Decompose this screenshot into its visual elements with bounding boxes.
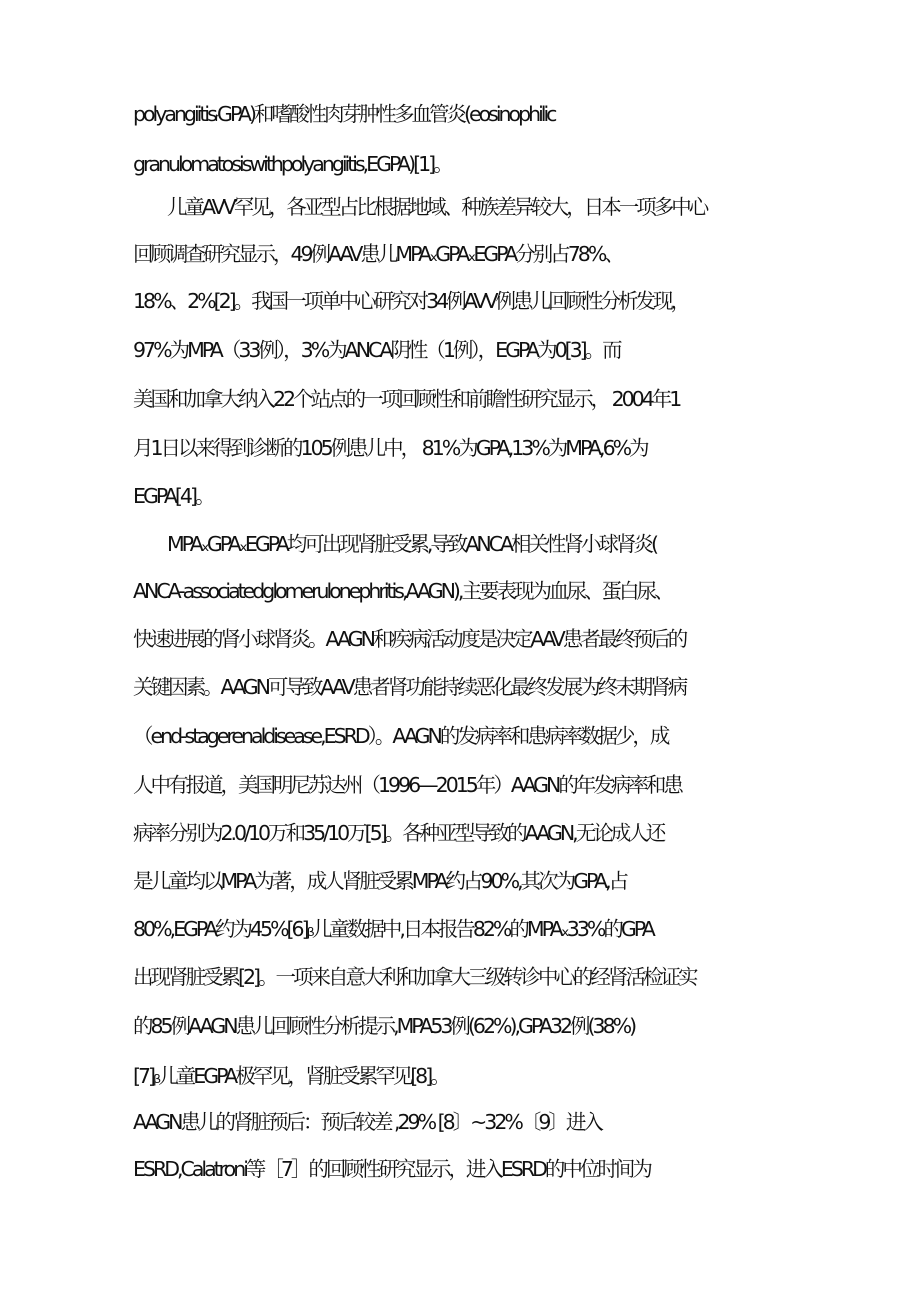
text-line-21: [7]ᵦ儿童EGPA极罕见，肾脏受累罕见[8]。 bbox=[133, 1064, 448, 1088]
text-line-11: ANCA-associatedglomerulonephritis,AAGN),主要表现为血尿、蛋白尿、 bbox=[133, 579, 672, 603]
text-line-6: 97%为MPA（33例），3%为ANCA阴性（1例），EGPA为0[3]。而 bbox=[133, 338, 620, 362]
text-line-12: 快速进展的肾小球肾炎。AAGN和疾病活动度是决定AAV患者最终预后的 bbox=[133, 627, 686, 651]
text-line-4: 回顾调查研究显示，49例AAV患儿MPAₓGPAₓEGPA分别占78%、 bbox=[133, 242, 622, 266]
text-line-13: 关键因素。AAGN可导致AAV患者肾功能持续恶化最终发展为终末期肾病 bbox=[133, 675, 686, 699]
text-line-14: （end-stagerenaldisease,ESRD）。AAGN的发病率和患病率数据少，成 bbox=[133, 724, 668, 748]
text-line-1: polyangiitisᵣGPA)和嗜酸性肉芽肿性多血管炎(eosinophilic bbox=[133, 102, 555, 126]
text-line-5: 18%、2%[2]。我国一项单中心研究对34例AVV例患儿回顾性分析发现， bbox=[133, 289, 688, 313]
text-line-7: 美国和加拿大纳入22个站点的一项回顾性和前瞻性研究显示， 2004年1 bbox=[133, 387, 680, 411]
text-line-17: 是儿童均以MPA为著，成人肾脏受累MPA约占90%,其次为GPA,占 bbox=[133, 869, 627, 893]
text-line-15: 人中有报道，美国明尼苏达州（1996—2015年）AAGN的年发病率和患 bbox=[133, 773, 681, 797]
text-line-10: MPAₓGPAₓEGPA均可出现肾脏受累,导致ANCA相关性肾小球肾炎( bbox=[167, 532, 657, 556]
text-line-9: EGPA[4]。 bbox=[133, 484, 213, 508]
text-line-8: 月1日以来得到诊断的105例患儿中， 81%为GPA,13%为MPA,6%为 bbox=[133, 436, 647, 460]
text-line-22: AAGN患儿的肾脏预后：预后较差 ,29% [8〕~32%〔9〕进入 bbox=[133, 1110, 601, 1134]
text-line-2: granulomatosiswithpolyangiitis,EGPA)[1]。 bbox=[133, 152, 451, 176]
text-line-20: 的85例AAGN患儿回顾性分析提示,MPA53例(62%),GPA32例(38%) bbox=[133, 1014, 635, 1038]
text-line-23: ESRD,Calatroni等［7］的回顾性研究显示，进入ESRD的中位时间为 bbox=[133, 1157, 650, 1181]
text-line-19: 出现肾脏受累[2]。一项来自意大利和加拿大三级转诊中心的经肾活检证实 bbox=[133, 965, 696, 989]
text-line-16: 病率分别为2.0/10万和35/10万[5]。各种亚型导致的AAGN,无论成人还 bbox=[133, 821, 664, 845]
text-line-3: 儿童AVV罕见，各亚型占比根据地域、种族差异较大，日本一项多中心 bbox=[167, 195, 707, 219]
text-line-18: 80%,EGPA约为45%[6]ᵦ儿童数据中,日本报告82%的MPAₓ33%的GPA bbox=[133, 917, 653, 941]
